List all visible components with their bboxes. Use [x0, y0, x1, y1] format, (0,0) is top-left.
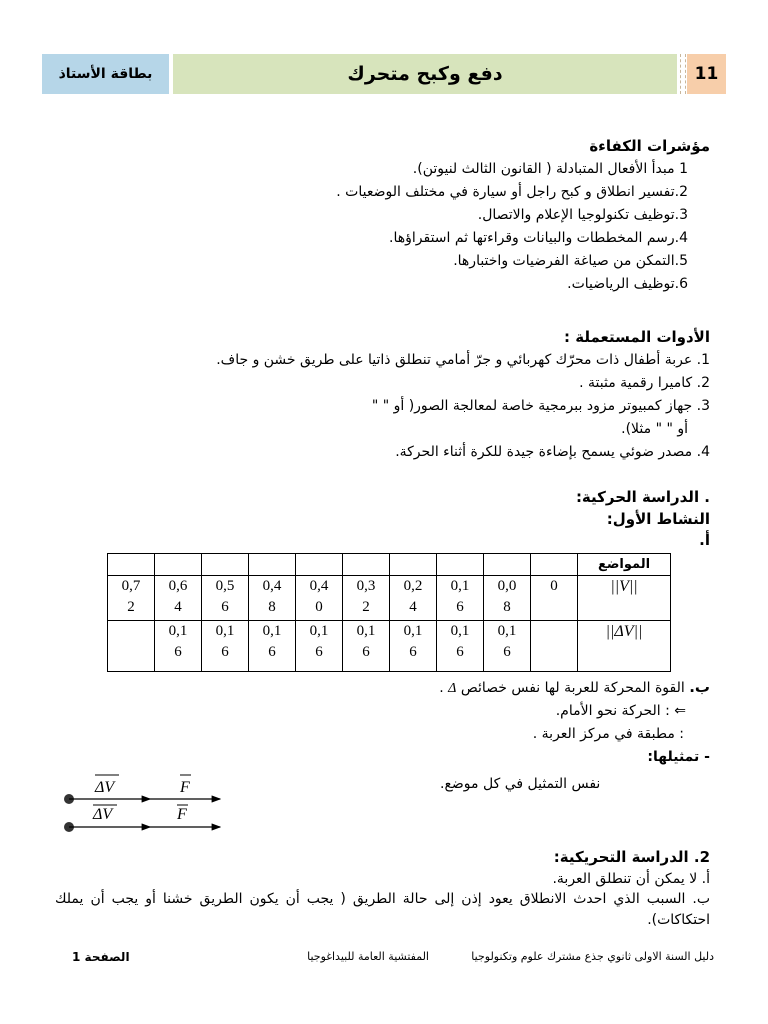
footer-page: [72, 950, 130, 964]
dynamics-b: [55, 889, 710, 931]
tools-section: [216, 326, 710, 464]
dynamics-heading: 2. الدراسة التحريكية:: [553, 848, 710, 866]
part-b-line2: ⇐ : الحركة نحو الأمام.: [555, 703, 686, 719]
competence-heading: مؤشرات الكفاءة: [589, 137, 710, 155]
footer-inspectorate: المفتشية العامة للبيداغوجيا: [307, 950, 429, 963]
card-label: بطاقة الأستاذ: [42, 54, 169, 94]
dv-norm-label: ||ΔV||: [578, 621, 671, 672]
footer-guide: دليل السنة الاولى ثانوي جذع مشترك علوم وتكنولوجيا: [471, 950, 714, 963]
tools-item: أو " " مثلا).: [621, 421, 688, 437]
f-label-top: F: [180, 779, 190, 796]
part-a-label: أ.: [699, 531, 710, 549]
dv-value: [531, 621, 578, 672]
dv-value: 0,1 6: [155, 621, 202, 672]
dv-value: 0,1 6: [343, 621, 390, 672]
part-b-line1: ب. القوة المحركة للعربة لها نفس خصائص Δ .: [439, 678, 710, 696]
table-row: [108, 554, 671, 576]
v-value: 0,2 4: [390, 576, 437, 621]
positions-label: المواضع: [578, 554, 671, 576]
page-title: دفع وكبح متحرك: [173, 54, 677, 94]
competence-item: 1 مبدأ الأفعال المتبادلة ( القانون الثالث لنيوتن).: [412, 161, 688, 177]
representation-label: - تمثيلها:: [647, 749, 710, 765]
competence-item: 5.التمكن من صياغة الفرضيات واختبارها.: [453, 253, 688, 269]
competence-section: [336, 135, 710, 296]
same-representation-text: نفس التمثيل في كل موضع.: [440, 776, 601, 792]
v-value: 0,5 6: [202, 576, 249, 621]
dynamics-section: [55, 846, 710, 931]
dv-value: 0,1 6: [202, 621, 249, 672]
dv-label-bottom: ΔV: [93, 806, 113, 823]
dynamics-b-line1: ب. السبب الذي احدث الانطلاق يعود إذن إلى حالة الطريق ( يجب أن يكون الطريق خشنا أو يجب أن: [90, 891, 711, 907]
tools-item: 4. مصدر ضوئي يسمح بإضاءة جيدة للكرة أثناء الحركة.: [395, 444, 710, 460]
competence-item: 4.رسم المخططات والبيانات وقراءتها ثم استقراؤها.: [389, 230, 688, 246]
f-label-bottom: F: [177, 806, 187, 823]
page-label: الصفحة: [84, 950, 130, 964]
v-value: 0,4 0: [296, 576, 343, 621]
table-row: [108, 621, 671, 672]
dv-value: 0,1 6: [249, 621, 296, 672]
dynamics-a: أ. لا يمكن أن تنطلق العربة.: [552, 871, 710, 887]
dv-label-top: ΔV: [95, 779, 115, 796]
tools-item: 2. كاميرا رقمية مثبتة .: [579, 375, 710, 391]
v-value: 0,6 4: [155, 576, 202, 621]
activity-heading: النشاط الأول:: [606, 510, 710, 528]
v-value: 0,7 2: [108, 576, 155, 621]
v-norm-label: ||V||: [578, 576, 671, 621]
table-row: [108, 576, 671, 621]
competence-item: 2.تفسير انطلاق و كبح راجل أو سيارة في مختلف الوضعيات .: [336, 184, 688, 200]
header-divider: [680, 54, 686, 94]
dynamics-b-line2: يملك احتكاكات).: [55, 891, 710, 928]
v-value: 0,1 6: [437, 576, 484, 621]
v-value: 0,0 8: [484, 576, 531, 621]
part-b-text: القوة المحركة للعربة لها نفس خصائص: [460, 680, 685, 696]
header-bar: [42, 54, 726, 94]
competence-item: 6.توظيف الرياضيات.: [567, 276, 688, 292]
tools-item: 1. عربة أطفال ذات محرّك كهربائي و جرّ أمامي تنطلق ذاتيا على طريق خشن و جاف.: [216, 352, 710, 368]
velocity-table: [107, 553, 671, 672]
kinematics-heading: . الدراسة الحركية:: [575, 488, 710, 506]
part-b-label: ب.: [689, 678, 710, 696]
page-number: 1: [72, 950, 81, 964]
kinematics-section: [576, 486, 710, 551]
competence-item: 3.توظيف تكنولوجيا الإعلام والاتصال.: [477, 207, 688, 223]
page-footer: [72, 950, 714, 970]
dv-value: 0,1 6: [390, 621, 437, 672]
dv-value: 0,1 6: [437, 621, 484, 672]
part-b-line3: : مطبقة في مركز العربة .: [532, 726, 684, 742]
part-b-section: [439, 676, 710, 769]
v-value: 0,3 2: [343, 576, 390, 621]
v-value: 0: [531, 576, 578, 621]
v-value: 0,4 8: [249, 576, 296, 621]
card-number: 11: [687, 54, 726, 94]
delta-symbol: Δ: [448, 681, 457, 696]
dv-value: 0,1 6: [296, 621, 343, 672]
vector-diagram: [55, 765, 235, 837]
dv-value: [108, 621, 155, 672]
tools-heading: الأدوات المستعملة :: [564, 328, 710, 346]
dv-value: 0,1 6: [484, 621, 531, 672]
tools-item: 3. جهاز كمبيوتر مزود ببرمجية خاصة لمعالجة الصور( أو " ": [371, 398, 710, 414]
